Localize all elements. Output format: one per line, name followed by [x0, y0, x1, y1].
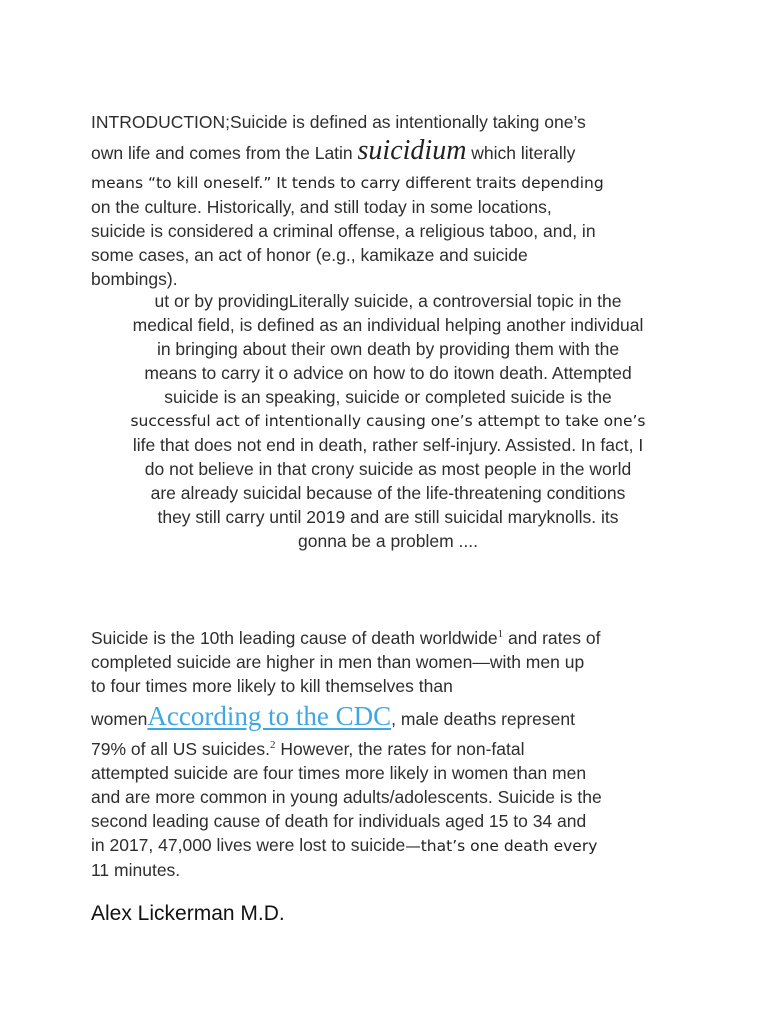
text-segment: 79% of all US suicides. [91, 739, 270, 759]
text-line [91, 170, 691, 195]
intro-paragraph [91, 110, 691, 291]
text-line: medical field, is defined as an individual helping another individual [132, 315, 644, 335]
text-line: second leading cause of death for individuals aged 15 to 34 and [91, 811, 587, 831]
text-segment: and rates of [503, 628, 601, 648]
text-segment: women [91, 709, 148, 729]
text-line [91, 698, 691, 737]
text-line: ut or by providingLiterally suicide, a controversial topic in the [154, 291, 622, 311]
text-line: life that does not end in death, rather self-injury. Assisted. In fact, I [132, 435, 644, 455]
text-line: gonna be a problem .... [298, 531, 478, 551]
text-line [91, 833, 691, 858]
text-segment: It tends to carry different traits depending [276, 174, 604, 192]
author-signature: Alex Lickerman M.D. [91, 902, 285, 925]
intro-heading: INTRODUCTION; [91, 112, 231, 132]
text-line: and are more common in young adults/adolescents. Suicide is the [91, 787, 602, 807]
statistics-paragraph [91, 626, 691, 882]
text-line: they still carry until 2019 and are still suicidal maryknolls. its [157, 507, 619, 527]
text-segment: means “to kill oneself.” [91, 174, 277, 192]
text-segment: Suicide is defined as intentionally taking one’s [230, 112, 586, 132]
text-segment: —that’s one death every [405, 837, 598, 855]
text-line [91, 626, 691, 650]
text-line: do not believe in that crony suicide as most people in the world [144, 459, 632, 479]
text-line: to four times more likely to kill themselves than [91, 676, 453, 696]
text-line: completed suicide are higher in men than women—with men up [91, 652, 585, 672]
text-segment: Suicide is the 10th leading cause of death worldwide [91, 628, 498, 648]
text-line: means to carry it o advice on how to do itown death. Attempted [144, 363, 632, 383]
text-line: attempted suicide are four times more likely in women than men [91, 763, 587, 783]
footnote-marker: 1 [497, 628, 504, 640]
text-line: 11 minutes. [91, 860, 181, 880]
latin-term: suicidium [357, 135, 467, 166]
text-line: successful act of intentionally causing one’s attempt to take one’s [130, 412, 646, 430]
text-line [91, 737, 691, 761]
text-line: are already suicidal because of the life-threatening conditions [150, 483, 626, 503]
text-line: suicide is an speaking, suicide or completed suicide is the [164, 387, 612, 407]
text-line [91, 110, 691, 134]
text-line: in bringing about their own death by providing them with the [156, 339, 620, 359]
text-line: suicide is considered a criminal offense, a religious taboo, and, in [91, 221, 596, 241]
text-line: some cases, an act of honor (e.g., kamikaze and suicide [91, 245, 528, 265]
text-line [91, 134, 691, 170]
text-segment: which literally [466, 143, 576, 163]
text-segment: own life and comes from the Latin [91, 143, 358, 163]
text-segment: in 2017, 47,000 lives were lost to suicide [91, 835, 406, 855]
centered-paragraph [91, 289, 685, 553]
text-segment: However, the rates for non-fatal [275, 739, 525, 759]
footnote-marker: 2 [269, 739, 276, 751]
text-line: on the culture. Historically, and still today in some locations, [91, 197, 552, 217]
text-line: bombings). [91, 269, 178, 289]
cdc-link[interactable]: According to the CDC [147, 701, 392, 731]
text-segment: , male deaths represent [391, 709, 575, 729]
